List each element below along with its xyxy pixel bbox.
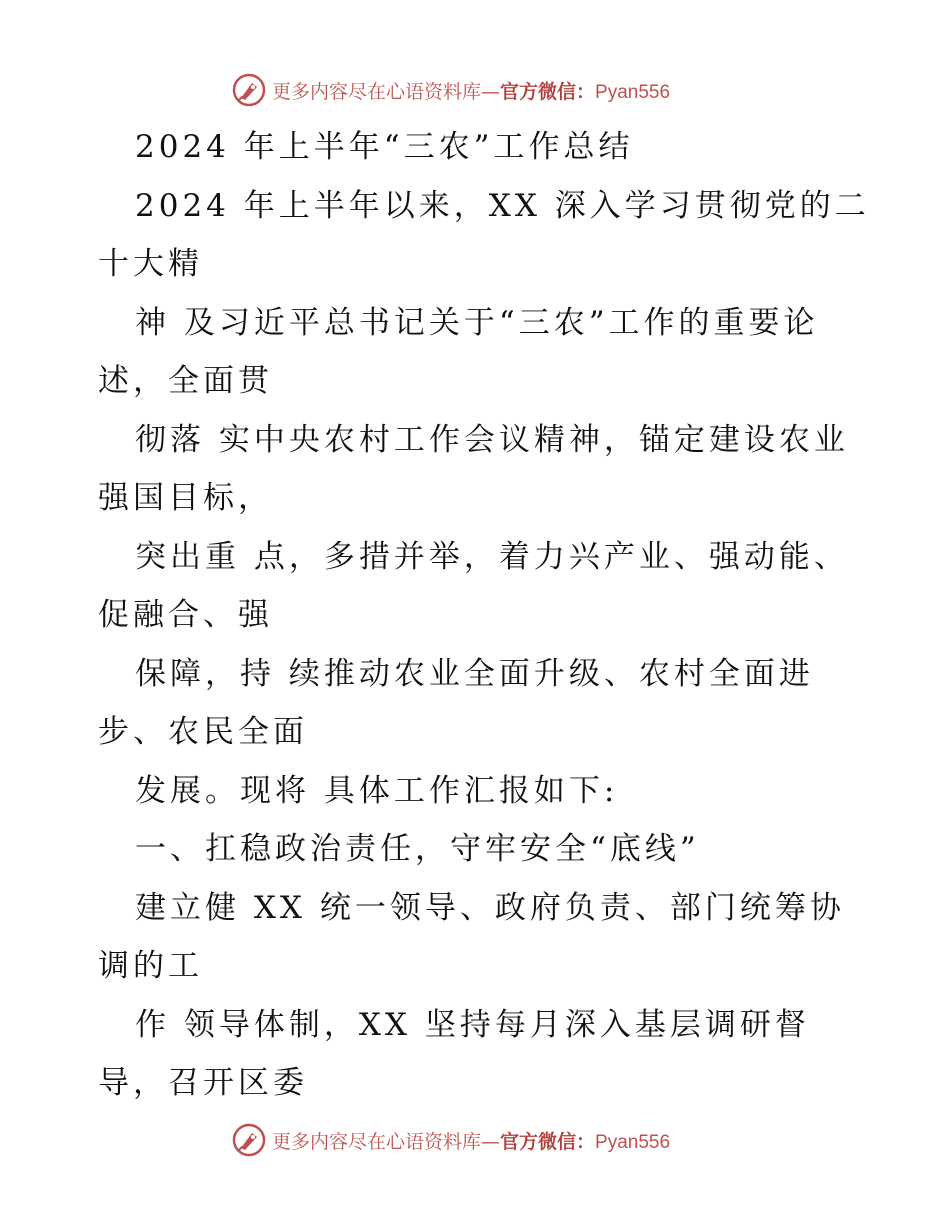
- paragraph-line: 调的工: [98, 948, 203, 984]
- paragraph-line: 神 及习近平总书记关于“三农”工作的重要论: [135, 305, 819, 341]
- paragraph-line: 十大精: [98, 246, 203, 282]
- watermark-banner-bottom: [232, 1122, 670, 1158]
- watermark-dash: —: [481, 1130, 501, 1153]
- watermark-prefix: 更多内容尽在心语资料库: [272, 1130, 482, 1153]
- paragraph-line: 突出重 点，多措并举，着力兴产业、强动能、: [135, 539, 849, 575]
- watermark-account: Pyan556: [595, 81, 671, 103]
- paragraph-line: 彻落 实中央农村工作会议精神，锚定建设农业: [135, 422, 849, 458]
- paragraph-line: 导，召开区委: [98, 1065, 308, 1101]
- pen-nib-circle-icon: [232, 1123, 266, 1157]
- watermark-label: 官方微信：: [500, 80, 596, 103]
- watermark-banner-top: [232, 72, 670, 108]
- pen-nib-circle-icon: [232, 73, 266, 107]
- watermark-text: [272, 77, 670, 104]
- watermark-text: [272, 1127, 670, 1154]
- watermark-prefix: 更多内容尽在心语资料库: [272, 80, 482, 103]
- watermark-dash: —: [481, 80, 501, 103]
- paragraph-line: 强国目标，: [98, 480, 273, 516]
- paragraph-line: 述，全面贯: [98, 363, 273, 399]
- watermark-label: 官方微信：: [500, 1130, 596, 1153]
- section-heading: 一、扛稳政治责任，守牢安全“底线”: [135, 831, 700, 867]
- paragraph-line: 作 领导体制，XX 坚持每月深入基层调研督: [135, 1007, 810, 1043]
- paragraph-line: 2024 年上半年以来，XX 深入学习贯彻党的二: [135, 188, 870, 224]
- document-title: 2024 年上半年“三农”工作总结: [135, 129, 634, 165]
- paragraph-line: 建立健 XX 统一领导、政府负责、部门统筹协: [135, 890, 845, 926]
- paragraph-line: 促融合、强: [98, 597, 273, 633]
- paragraph-line: 发展。现将 具体工作汇报如下:: [135, 773, 619, 809]
- paragraph-line: 步、农民全面: [98, 714, 308, 750]
- watermark-account: Pyan556: [595, 1131, 671, 1153]
- paragraph-line: 保障，持 续推动农业全面升级、农村全面进: [135, 656, 814, 692]
